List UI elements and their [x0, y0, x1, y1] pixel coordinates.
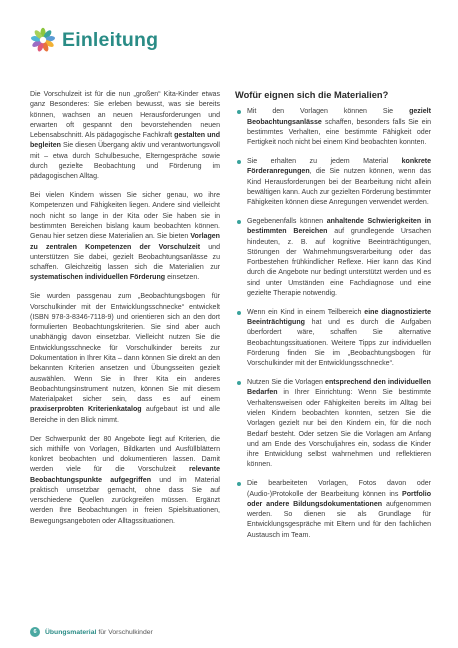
emphasis-text: konkrete Förderanregungen: [247, 158, 431, 176]
emphasis-text: eine diagnostizierte Beeinträchtigung: [247, 308, 431, 327]
body-text: Wenn ein Kind in einem Teilbereich: [247, 308, 365, 316]
body-text: Der Schwerpunkt der 80 Angebote liegt auf Kriterien, die sich mithilfe von Vorlagen, Bildkarten und Ausfüllblättern konkret beobachten und dokumentieren lassen. Damit werden viele für die Vorschulzeit: [30, 435, 220, 474]
body-text: Sie wurden passgenau zum „Beobachtungsbogen für Vorschulkinder mit der Entwicklungsschnecke“ entwickelt (ISBN 978-3-8346-7118-9) und orientieren sich an den dort formulierten Beobachtungskriterien. Sie sind aber auch unabhängig davon einsetzbar. Vielleicht nutzen Sie die Entwicklungsschnecke für Vorschulkinder bereits zur Dokumentation in Ihrer Kita – dann können Sie direkt an den bekannten Kriterien ansetzen und Übungsseiten gezielt auswählen. Wenn Sie in Ihrer Kita ein anderes Beobachtungsinstrument nutzen, können Sie mit diesem Materialpaket sicher sein, dass es auf einem: [30, 293, 220, 404]
bullet-dot-icon: [237, 220, 241, 224]
body-text: , die Sie nutzen können, wenn das Kind Herausforderungen bei der Bearbeitung nicht allein bewältigen kann. Auch zur gezielten Förderung bestimmter Fähigkeiten können diese Anregungen verwendet werden.: [247, 168, 431, 207]
body-text: aufgenommen werden. So dienen sie als Grundlage für Entwicklungsgespräche mit Eltern und für den fachlichen Austausch im Team.: [247, 500, 431, 539]
bullet-item: [235, 479, 431, 541]
paragraph: [30, 435, 220, 528]
footer-brand: Übungsmaterial: [45, 628, 97, 636]
body-text: einsetzen.: [165, 274, 200, 282]
bullet-item: [235, 157, 431, 208]
body-text: hat und es durch die Aufgaben überfordert wäre, schaffen Sie alternative Beobachtungssituationen. Weitere Tipps zur individuellen Förderung finden Sie im „Beobachtungsbogen für Vorschulkinder mit der Entwicklungsschnecke“.: [247, 319, 431, 368]
emphasis-text: relevante Beobachtungspunkte aufgegriffen: [30, 466, 220, 484]
body-text: Die Vorschulzeit ist für die nun „großen“ Kita-Kinder etwas ganz Besonderes: Sie erleben bewusst, was sie bereits können, wachsen an neuen Herausforderungen und erwarten oft gespannt den bevorstehenden neuen Lebensabschnitt. Als pädagogische Fachkraft: [30, 91, 220, 140]
body-text: Sie erhalten zu jedem Material: [247, 158, 402, 165]
paragraph: [30, 191, 220, 284]
bullet-item: [235, 378, 431, 471]
section-heading: Wofür eignen sich die Materialien?: [235, 90, 389, 100]
page-header: [30, 26, 158, 54]
paragraph: [30, 90, 220, 183]
body-text: schaffen, besonders falls Sie ein bestimmtes Verhalten, eine bestimmte Fähigkeit oder Fertigkeit noch nicht bei einem Kind beobachten konnten.: [247, 118, 431, 147]
body-text: Bei vielen Kindern wissen Sie sicher genau, wo ihre Kompetenzen und Fähigkeiten liegen. Andere sind vielleicht noch nicht so lange in der Kita oder Sie haben sie in bestimmten Bereichen bislang kaum beobachten können. Genau hier setzen diese Materialien an. Sie bieten: [30, 192, 220, 241]
emphasis-text: Portfolio oder andere Bildungsdokumentationen: [247, 490, 431, 508]
bullet-dot-icon: [237, 110, 241, 114]
page-title: Einleitung: [62, 28, 159, 51]
emphasis-text: gestalten und begleiten: [30, 132, 220, 150]
bullet-dot-icon: [237, 311, 241, 315]
emphasis-text: entsprechend den individuellen Bedarfen: [247, 379, 431, 397]
page-footer: [30, 627, 153, 637]
emphasis-text: anhaltende Schwierigkeiten in bestimmten Bereichen: [247, 218, 431, 236]
bullet-item: [235, 107, 431, 148]
bullet-dot-icon: [237, 482, 241, 486]
right-column: [235, 90, 431, 550]
body-text: Nutzen Sie die Vorlagen: [247, 379, 326, 387]
body-text: und im Material praktisch umsetzbar gemacht, ohne dass Sie auf verschiedene Quellen zurückgreifen müssen. Ergänzt werden Ihre Beobachtungen in freien Spielsituationen, Bewegungsangeboten oder Alltagssituationen.: [30, 476, 220, 525]
body-text: auf grundlegende Ursachen hindeuten, z. B. auf kognitive Beeinträchtigungen, Störungen der Wahrnehmungsverarbeitung oder das Fortbestehen frühkindlicher Reflexe. Hier kann das Kind durch die Angebote nur bedingt unterstützt werden und es sind unter Umständen eine Fachdiagnose und eine gezielte Therapie notwendig.: [247, 228, 431, 297]
body-text: in Ihrer Einrichtung: Wenn Sie bestimmte Verhaltensweisen oder Fähigkeiten bereits im Alltag bei vielen Kindern beobachten konnten, setzen Sie die Vorlagen gezielt nur bei den Kindern ein, für die noch Bedarf besteht. Oder setzen Sie die Vorlagen am Anfang und am Ende des Vorschuljahres ein, sodass die Kinder ihre Entwicklung selbst wahrnehmen und reflektieren können.: [247, 389, 431, 469]
page-number: 6: [30, 627, 40, 637]
body-text: aufgebaut ist und alle Bereiche in den Blick nimmt.: [30, 406, 220, 424]
body-text: Mit den Vorlagen können Sie: [247, 108, 410, 116]
snail-flower-logo-icon: [30, 27, 56, 53]
body-text: Gegebenenfalls können: [247, 218, 327, 225]
emphasis-text: gezielt Beobachtungsanlässe: [247, 108, 431, 126]
left-column: [30, 90, 220, 536]
body-text: Sie diesen Übergang aktiv und verantwortungsvoll mit – etwa durch Schulbesuche, Elterngespräche sowie durch gezielte Beobachtung und Förderung im pädagogischen Alltag.: [30, 142, 220, 181]
emphasis-text: Vorlagen zu zentralen Kompetenzen der Vorschulzeit: [30, 233, 220, 251]
bullet-item: [235, 217, 431, 299]
bullet-list: [235, 107, 431, 541]
bullet-item: [235, 308, 431, 370]
emphasis-text: systematischen individuellen Förderung: [30, 274, 166, 282]
bullet-dot-icon: [237, 160, 241, 164]
emphasis-text: praxiserprobten Kriterienkatalog: [30, 406, 142, 414]
paragraph: [30, 292, 220, 426]
footer-text: für Vorschulkinder: [98, 628, 153, 636]
bullet-dot-icon: [237, 381, 241, 385]
body-text: und unterstützen Sie dabei, gezielt Beobachtungsanlässe zu schaffen. Gleichzeitig lassen sich die Materialien zur: [30, 243, 221, 272]
body-text: Die bearbeiteten Vorlagen, Fotos davon oder (Audio-)Protokolle der Bearbeitung können ins: [247, 480, 431, 498]
